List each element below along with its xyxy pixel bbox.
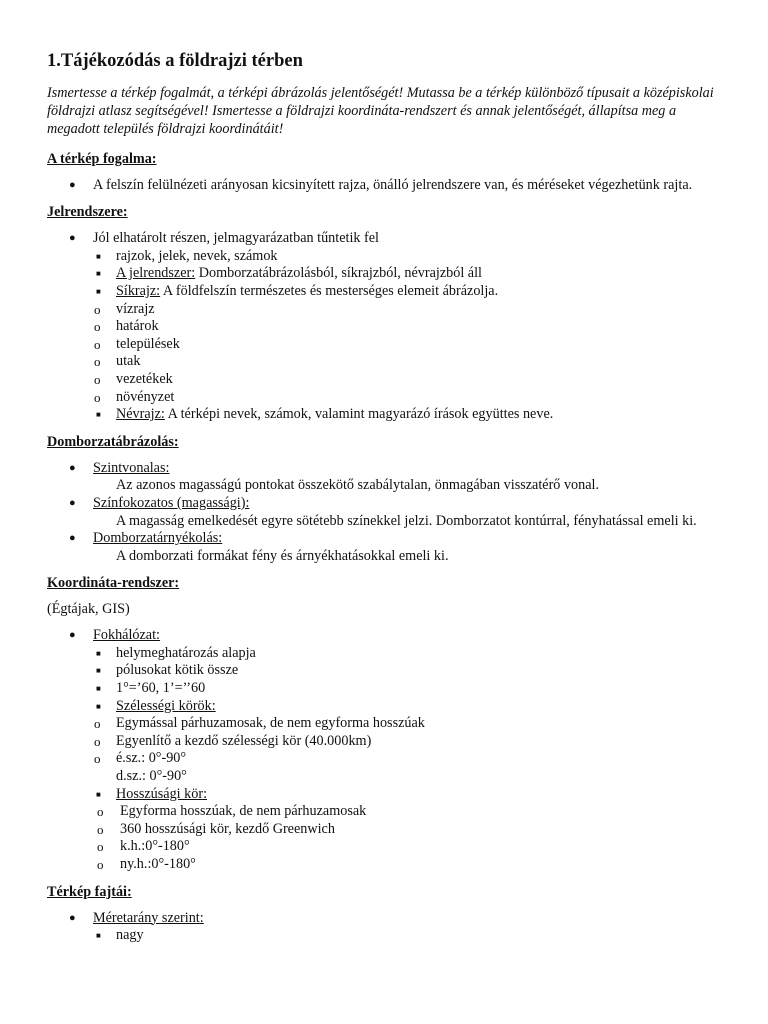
longitude-text: ny.h.:0°-180°: [120, 856, 196, 873]
list-item-label: Fokhálózat:: [93, 627, 160, 644]
latitude-text: é.sz.: 0°-90°: [116, 750, 187, 767]
circle-bullet-icon: o: [94, 354, 101, 370]
circle-bullet-icon: o: [97, 804, 104, 820]
list-item: [47, 495, 727, 530]
circle-bullet-icon: o: [94, 336, 101, 352]
bullet-icon: ●: [69, 629, 76, 642]
page-title: 1.Tájékozódás a földrajzi térben: [47, 51, 303, 71]
circle-bullet-icon: o: [94, 716, 101, 732]
sub-list-item-text: 1°=’60, 1’=’’60: [116, 680, 206, 697]
latitude-text-continuation: d.sz.: 0°-90°: [116, 768, 187, 785]
bullet-icon: ●: [69, 532, 76, 545]
latitude-text: Egymással párhuzamosak, de nem egyforma hosszúak: [116, 715, 425, 732]
list-item-label: Szintvonalas:: [93, 459, 170, 476]
sub-list-item-text: Domborzatábrázolásból, síkrajzból, névrajzból áll: [195, 265, 482, 282]
square-bullet-icon: ■: [96, 269, 101, 279]
circle-bullet-icon: o: [94, 389, 101, 405]
sub-list-item: [93, 248, 727, 266]
plan-element-item: [93, 389, 727, 407]
circle-bullet-icon: o: [94, 371, 101, 387]
sub-list-item: [93, 645, 727, 663]
map-concept-list: [47, 177, 727, 195]
coordinates-list: [47, 627, 727, 645]
sub-list-item: [93, 283, 727, 406]
sub-list-item: [93, 698, 727, 786]
sub-list-item: [93, 406, 727, 424]
sub-list-item-label: Síkrajz:: [116, 282, 161, 299]
bullet-icon: ●: [69, 496, 76, 509]
circle-bullet-icon: o: [94, 319, 101, 335]
section-heading-map-concept: A térkép fogalma:: [47, 150, 157, 167]
sub-list-item: [93, 786, 727, 874]
longitude-list: [97, 803, 727, 873]
list-item: [47, 910, 727, 928]
bullet-icon: ●: [69, 911, 76, 924]
symbol-system-sublist: [47, 248, 727, 424]
list-item: [47, 627, 727, 645]
longitude-item: [96, 838, 727, 856]
sub-list-item-text: helymeghatározás alapja: [116, 644, 256, 661]
sub-list-item-label: Hosszúsági kör:: [116, 785, 208, 802]
plan-element-item: [93, 371, 727, 389]
plan-element-item: [93, 301, 727, 319]
longitude-text: Egyforma hosszúak, de nem párhuzamosak: [120, 803, 367, 820]
square-bullet-icon: ■: [96, 789, 101, 799]
list-item-description: A domborzati formákat fény és árnyékhatásokkal emeli ki.: [116, 547, 449, 564]
longitude-item: [96, 821, 727, 839]
longitude-item: [96, 856, 727, 874]
list-item-text: A felszín felülnézeti arányosan kicsinyített rajza, önálló jelrendszere van, és méréseket végezhetünk rajta.: [93, 176, 693, 193]
sub-list-item-label: Névrajz:: [116, 406, 165, 423]
list-item: [47, 177, 727, 195]
square-bullet-icon: ■: [96, 666, 101, 676]
latitude-list: [94, 715, 727, 785]
list-item-description: A magasság emelkedését egyre sötétebb színekkel jelzi. Domborzatot kontúrral, fényhatással emeli ki.: [116, 512, 697, 529]
plan-element-text: határok: [116, 318, 159, 335]
square-bullet-icon: ■: [96, 286, 101, 296]
task-description: Ismertesse a térkép fogalmát, a térképi ábrázolás jelentőségét! Mutassa be a térkép különböző típusait a középiskolai földrajzi atlasz segítségével! Ismertesse a földrajzi koordináta-rendszert és annak jelentőségét, állapítsa meg a megadott település földrajzi koordinátáit!: [47, 85, 714, 138]
plan-element-item: [93, 318, 727, 336]
bullet-icon: ●: [69, 461, 76, 474]
circle-bullet-icon: o: [94, 733, 101, 749]
square-bullet-icon: ■: [96, 684, 101, 694]
plan-element-text: utak: [116, 353, 141, 370]
longitude-item: [96, 803, 727, 821]
sub-list-item: [93, 680, 727, 698]
coordinates-note: (Égtájak, GIS): [47, 601, 130, 618]
latitude-item: [93, 715, 727, 733]
section-heading-relief: Domborzatábrázolás:: [47, 433, 179, 450]
list-item: [47, 460, 727, 495]
latitude-item: [93, 733, 727, 751]
list-item-label: Színfokozatos (magassági):: [93, 494, 250, 511]
sub-list-item: [93, 662, 727, 680]
square-bullet-icon: ■: [96, 648, 101, 658]
plan-element-item: [93, 353, 727, 371]
square-bullet-icon: ■: [96, 251, 101, 261]
square-bullet-icon: ■: [96, 931, 101, 941]
sub-list-item-text: A földfelszín természetes és mesterséges elemeit ábrázolja.: [160, 282, 499, 299]
section-heading-map-types: Térkép fajtái:: [47, 883, 132, 900]
circle-bullet-icon: o: [97, 821, 104, 837]
plan-element-text: vízrajz: [116, 300, 155, 317]
list-item-label: Méretarány szerint:: [93, 909, 204, 926]
sub-list-item-text: nagy: [116, 927, 144, 944]
document-page: [47, 50, 727, 945]
plan-elements-list: [94, 300, 727, 407]
grid-sublist: [47, 645, 727, 874]
latitude-item: [93, 750, 727, 785]
sub-list-item-text: A térképi nevek, számok, valamint magyarázó írások együttes neve.: [164, 406, 554, 423]
bullet-icon: ●: [69, 178, 76, 191]
list-item-description: Az azonos magasságú pontokat összekötő szabálytalan, önmagában visszatérő vonal.: [116, 477, 600, 494]
sub-list-item: [93, 265, 727, 283]
list-item: [47, 530, 727, 565]
circle-bullet-icon: o: [97, 839, 104, 855]
square-bullet-icon: ■: [96, 410, 101, 420]
section-heading-symbol-system: Jelrendszere:: [47, 204, 128, 221]
sub-list-item-label: Szélességi körök:: [116, 697, 216, 714]
bullet-icon: ●: [69, 232, 76, 245]
plan-element-item: [93, 336, 727, 354]
longitude-text: k.h.:0°-180°: [120, 838, 190, 855]
plan-element-text: települések: [116, 335, 180, 352]
relief-list: [47, 460, 727, 566]
plan-element-text: vezetékek: [116, 370, 173, 387]
plan-element-text: növényzet: [116, 388, 175, 405]
circle-bullet-icon: o: [94, 751, 101, 767]
longitude-text: 360 hosszúsági kör, kezdő Greenwich: [120, 820, 335, 837]
circle-bullet-icon: o: [97, 857, 104, 873]
latitude-text: Egyenlítő a kezdő szélességi kör (40.000km): [116, 732, 372, 749]
symbol-system-list: [47, 230, 727, 248]
section-heading-coordinates: Koordináta-rendszer:: [47, 575, 180, 592]
scale-sublist: [47, 927, 727, 945]
sub-list-item-text: pólusokat kötik össze: [116, 662, 239, 679]
map-types-list: [47, 910, 727, 928]
sub-list-item-text: rajzok, jelek, nevek, számok: [116, 247, 278, 264]
sub-list-item: [93, 927, 727, 945]
circle-bullet-icon: o: [94, 301, 101, 317]
square-bullet-icon: ■: [96, 701, 101, 711]
list-item: [47, 230, 727, 248]
list-item-text: Jól elhatárolt részen, jelmagyarázatban tűntetik fel: [93, 230, 379, 247]
list-item-label: Domborzatárnyékolás:: [93, 530, 223, 547]
sub-list-item-label: A jelrendszer:: [116, 265, 196, 282]
